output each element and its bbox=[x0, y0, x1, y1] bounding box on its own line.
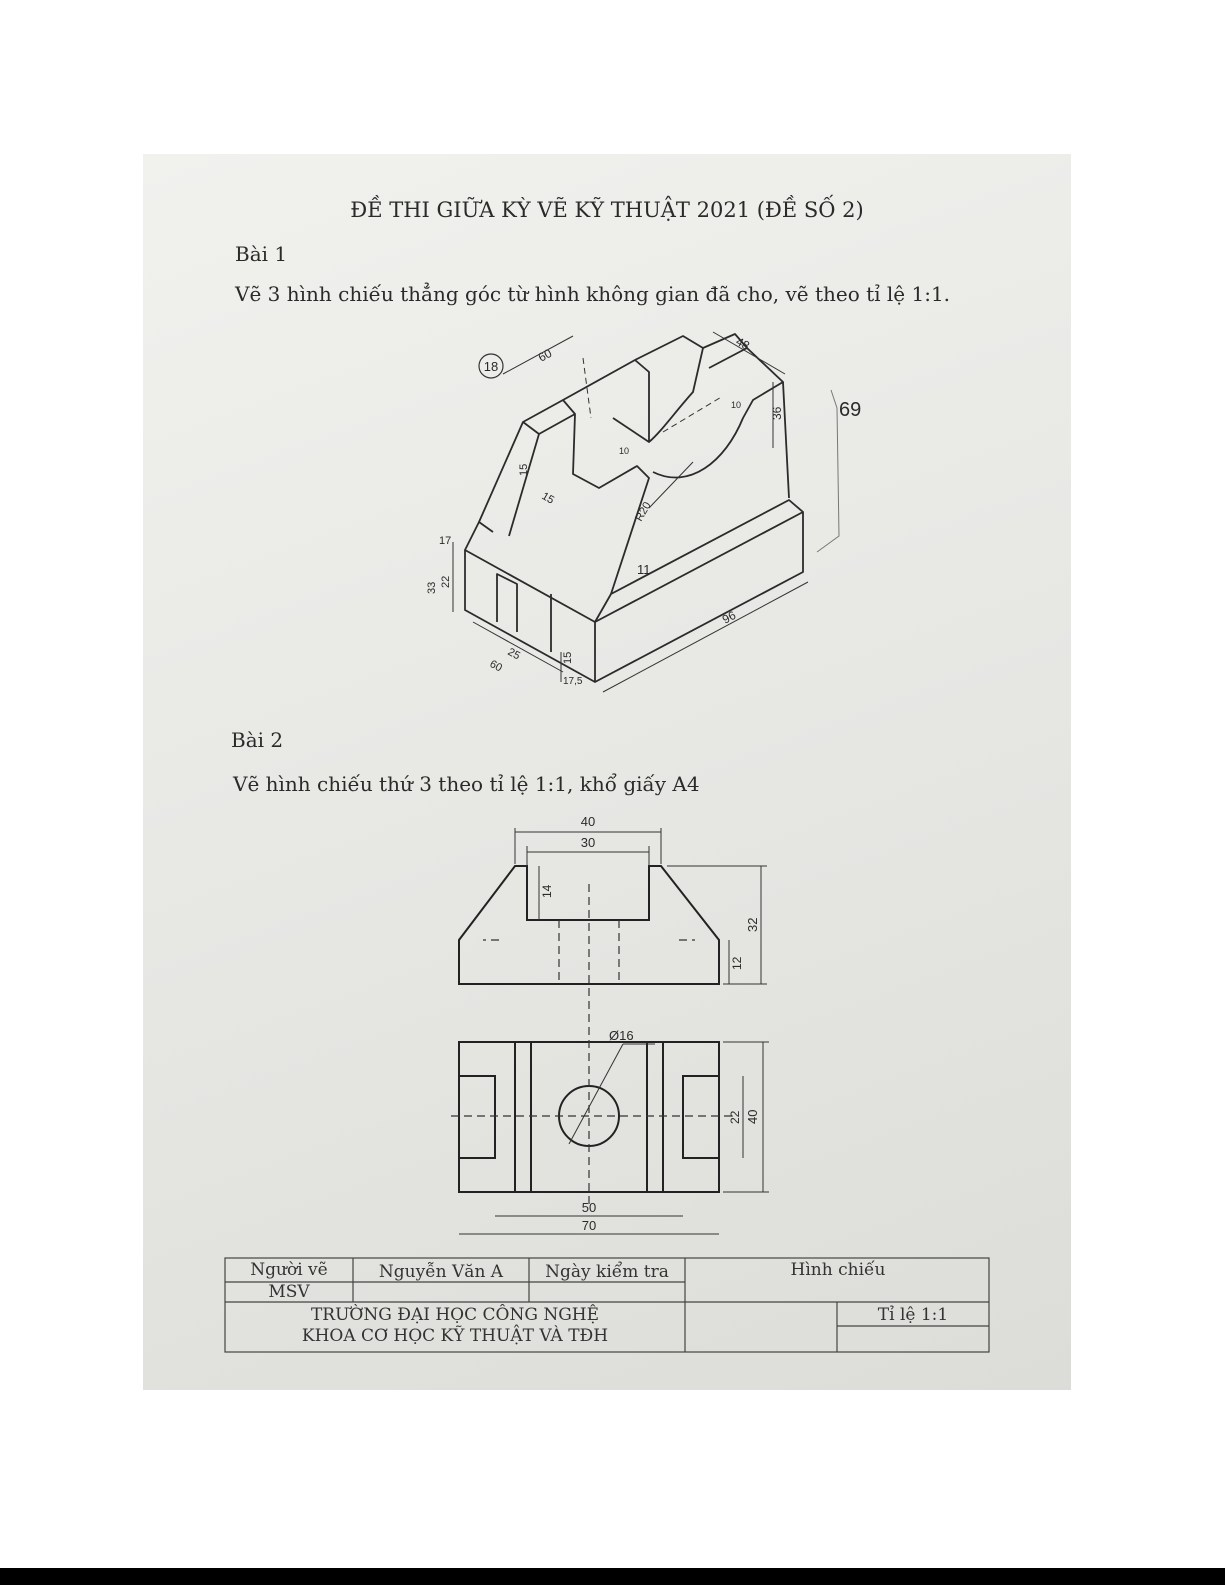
ortho-dim-22: 22 bbox=[728, 1110, 742, 1124]
drawn-by-name: Nguyễn Văn A bbox=[378, 1262, 504, 1282]
iso-dim-17: 17 bbox=[439, 535, 452, 547]
iso-dim-33: 33 bbox=[426, 581, 438, 594]
title-block bbox=[225, 1256, 991, 1353]
iso-dim-10: 10 bbox=[619, 446, 630, 456]
iso-dim-60-bottom: 60 bbox=[487, 658, 505, 675]
iso-dim-17-5: 17,5 bbox=[563, 676, 583, 687]
ortho-dim-40-top: 40 bbox=[580, 814, 596, 829]
iso-dim-60-top: 60 bbox=[535, 346, 555, 365]
iso-dim-22: 22 bbox=[440, 575, 452, 588]
exercise2-heading: Bài 2 bbox=[231, 728, 284, 752]
drawn-by-label: Người vẽ bbox=[250, 1260, 328, 1280]
diameter-16-label: Ø16 bbox=[609, 1028, 634, 1043]
school-name: TRƯỜNG ĐẠI HỌC CÔNG NGHỆ bbox=[310, 1305, 600, 1325]
ortho-dim-32: 32 bbox=[745, 917, 760, 932]
scale-label: Tỉ lệ 1:1 bbox=[877, 1305, 949, 1325]
exercise1-heading: Bài 1 bbox=[235, 242, 288, 266]
ortho-dim-40-side: 40 bbox=[745, 1109, 760, 1124]
orthographic-drawing bbox=[443, 814, 783, 1234]
iso-dim-11: 11 bbox=[637, 562, 651, 577]
iso-dim-25: 25 bbox=[505, 646, 523, 663]
ortho-dim-50: 50 bbox=[581, 1200, 597, 1215]
iso-dim-96: 96 bbox=[719, 608, 739, 627]
ortho-dim-14: 14 bbox=[540, 884, 554, 898]
exercise2-task: Vẽ hình chiếu thứ 3 theo tỉ lệ 1:1, khổ giấy A4 bbox=[233, 772, 700, 796]
ortho-dim-12: 12 bbox=[730, 956, 744, 970]
isometric-drawing bbox=[413, 322, 862, 702]
bottom-border bbox=[0, 1568, 1225, 1585]
student-id-label: MSV bbox=[268, 1282, 310, 1302]
iso-dim-15-bottom: 15 bbox=[562, 651, 574, 664]
iso-dim-15-h: 15 bbox=[539, 490, 557, 507]
iso-dim-r20: R20 bbox=[633, 500, 654, 524]
exam-title: ĐỀ THI GIỮA KỲ VẼ KỸ THUẬT 2021 (ĐỀ SỐ 2) bbox=[350, 198, 864, 222]
check-date-label: Ngày kiểm tra bbox=[545, 1262, 669, 1282]
drawing-title: Hình chiếu bbox=[790, 1260, 886, 1280]
figure-number: 18 bbox=[483, 359, 499, 374]
iso-dim-15-v: 15 bbox=[518, 463, 530, 476]
ortho-dim-30: 30 bbox=[580, 835, 596, 850]
exercise1-task: Vẽ 3 hình chiếu thẳng góc từ hình không gian đã cho, vẽ theo tỉ lệ 1:1. bbox=[235, 282, 951, 306]
faculty-name: KHOA CƠ HỌC KỸ THUẬT VÀ TĐH bbox=[301, 1326, 609, 1346]
exam-sheet bbox=[143, 154, 1071, 1390]
iso-dim-36: 36 bbox=[770, 406, 784, 420]
iso-dim-48: 48 bbox=[733, 334, 752, 353]
iso-dim-10b: 10 bbox=[731, 400, 742, 410]
iso-dim-69: 69 bbox=[839, 399, 862, 421]
ortho-dim-70: 70 bbox=[581, 1218, 597, 1233]
